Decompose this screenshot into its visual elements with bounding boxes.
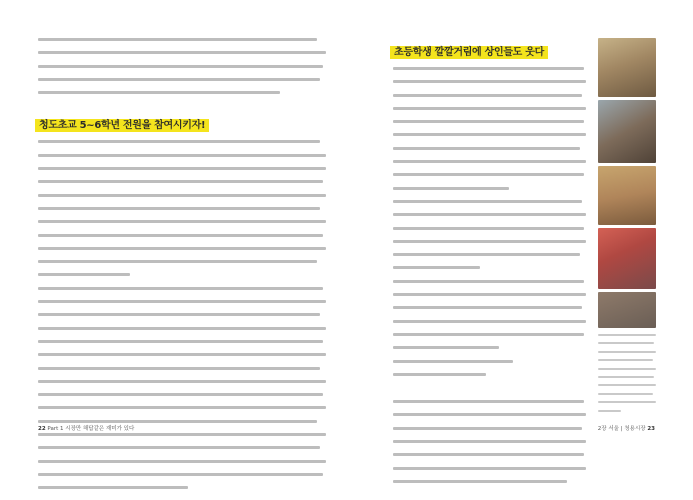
body-text-left-top (38, 38, 326, 94)
photo-column (598, 38, 656, 418)
body-text-left-main (38, 140, 326, 489)
body-text-middle (393, 67, 586, 483)
section-heading-middle: 초등학생 깔깔거림에 상인들도 웃다 (390, 46, 548, 59)
page-number-left: 22 (38, 426, 46, 432)
running-head-right: 2장 서울 | 청용시장 (597, 426, 646, 432)
running-head-left: Part 1 시장만 해답같은 재미가 있다 (47, 426, 135, 432)
photo-vendor-stall (598, 166, 656, 225)
footer-left (38, 424, 134, 432)
middle-column (393, 40, 586, 493)
page-number-right: 23 (647, 426, 655, 432)
photo-students-group (598, 100, 656, 163)
photo-red-shop (598, 228, 656, 289)
footer-right (598, 424, 655, 432)
section-heading-left: 청도초교 5~6학년 전원을 참여시키자! (35, 119, 209, 132)
photo-caption (598, 334, 656, 412)
photo-market-alley (598, 38, 656, 97)
photo-street-scene (598, 292, 656, 328)
